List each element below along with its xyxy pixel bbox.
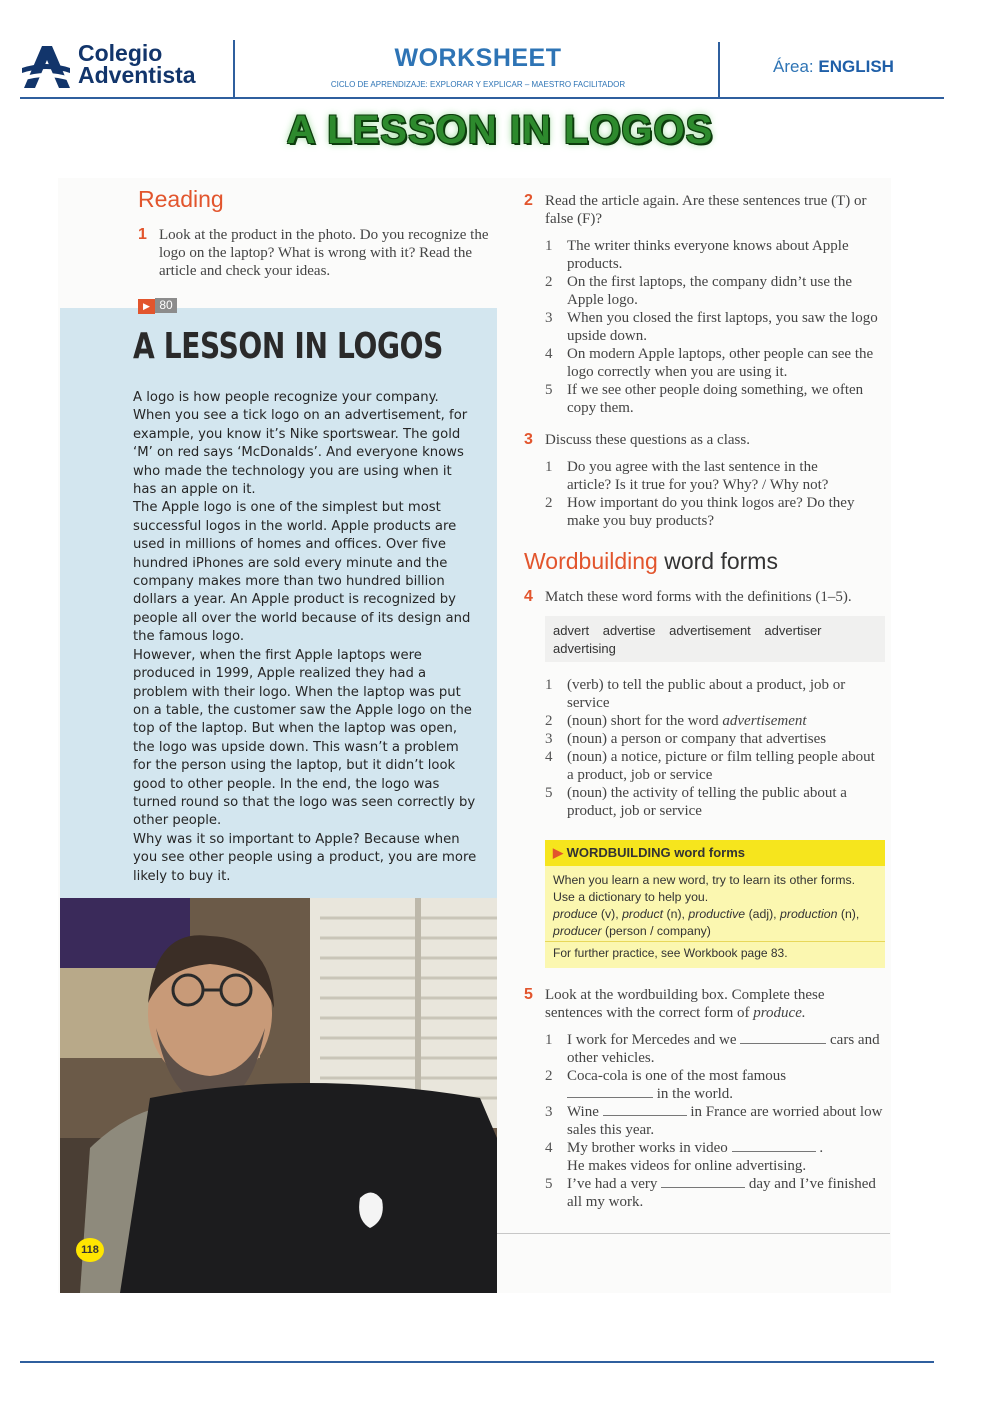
answer-blank[interactable]	[567, 1086, 653, 1098]
header-rule	[20, 97, 944, 99]
word-form: advertisement	[669, 623, 751, 638]
q4-number: 4	[524, 588, 533, 605]
word-form: advertiser	[764, 623, 822, 638]
list-item: 4 On modern Apple laptops, other people can see the logo correctly when you are using it.	[545, 346, 874, 380]
q1-number: 1	[138, 226, 147, 243]
q3-list	[545, 458, 865, 530]
reading-heading: Reading	[138, 186, 224, 212]
list-item: 3 Wine in France are worried about low sales this year.	[545, 1104, 883, 1138]
q4-list	[545, 676, 885, 820]
article-paragraph: Why was it so important to Apple? Because when you see other people using a product, you are more likely to buy it.	[133, 831, 477, 884]
worksheet-subtitle: CICLO DE APRENDIZAJE: EXPLORAR Y EXPLICAR – MAESTRO FACILITADOR	[330, 80, 626, 89]
word-forms-box	[545, 616, 885, 662]
wordbuilding-heading-sub: word forms	[664, 548, 778, 574]
article-body	[133, 389, 478, 886]
article-title: A LESSON IN LOGOS	[133, 326, 443, 367]
header-divider-right	[718, 42, 720, 98]
list-item: 1 The writer thinks everyone knows about Apple products.	[545, 238, 849, 272]
q2-list	[545, 237, 890, 417]
page-number-badge: 118	[76, 1238, 104, 1262]
wordbuilding-box-title: ▶ WORDBUILDING word forms	[545, 840, 885, 866]
word-form: advert	[553, 623, 590, 638]
school-logo	[20, 42, 235, 98]
list-item: 1 (verb) to tell the public about a product, job or service	[545, 677, 846, 711]
list-item: 4 My brother works in video . He makes videos for online advertising.	[545, 1140, 824, 1174]
wordbuilding-box	[545, 840, 885, 968]
wordbuilding-box-body: When you learn a new word, try to learn its other forms. Use a dictionary to help you. produce (v), product (n), productive (adj), production (n), producer (person / company)	[553, 873, 860, 938]
answer-blank[interactable]	[740, 1032, 826, 1044]
photo-illustration	[60, 898, 497, 1293]
q1-text: Look at the product in the photo. Do you recognize the logo on the laptop? What is wrong with it? Read the article and check your ideas.	[159, 227, 489, 279]
list-item: 3 When you closed the first laptops, you saw the logo upside down.	[545, 310, 878, 344]
article-paragraph: The Apple logo is one of the simplest but most successful logos in the world. Apple products are used in millions of homes and offices. Over five hundred iPhones are sold every minute and the company makes more than two hundred billion dollars a year. An Apple product is recognized by people all over the world because of its design and the famous logo.	[133, 500, 471, 645]
wordbuilding-heading	[524, 548, 778, 575]
logo-line-1: Colegio	[78, 40, 163, 66]
list-item: 5 (noun) the activity of telling the public about a product, job or service	[545, 785, 847, 819]
area-label-text: Área:	[773, 57, 814, 76]
q5-number: 5	[524, 986, 533, 1003]
footer-rule	[20, 1361, 934, 1363]
area-value: ENGLISH	[818, 57, 894, 76]
list-item: 1 I work for Mercedes and we cars and other vehicles.	[545, 1032, 880, 1066]
q3-number: 3	[524, 431, 533, 448]
list-item: 4 (noun) a notice, picture or film telling people about a product, job or service	[545, 749, 875, 783]
area-label	[773, 57, 894, 77]
track-number: 80	[155, 298, 177, 313]
school-logo-icon	[20, 44, 72, 90]
q3-text: Discuss these questions as a class.	[545, 432, 750, 448]
triangle-icon: ▶	[553, 845, 563, 860]
man-with-laptop-photo	[60, 898, 497, 1293]
list-item: 2 (noun) short for the word advertisement	[545, 713, 807, 729]
answer-blank[interactable]	[732, 1140, 816, 1152]
word-form: advertising	[553, 641, 616, 656]
q5-text: Look at the wordbuilding box. Complete these sentences with the correct form of produce.	[545, 987, 825, 1021]
list-item: 2 Coca-cola is one of the most famous in the world.	[545, 1068, 787, 1102]
q4-text: Match these word forms with the definitions (1–5).	[545, 589, 852, 605]
header-divider-left	[233, 40, 235, 98]
q5-list	[545, 1031, 890, 1211]
worksheet-label: WORKSHEET	[394, 44, 562, 72]
list-item: 2 How important do you think logos are? Do they make you buy products?	[545, 495, 855, 529]
page-divider	[497, 1233, 890, 1234]
list-item: 5 I’ve had a very day and I’ve finished all my work.	[545, 1176, 876, 1210]
wordbuilding-box-footer: For further practice, see Workbook page 83.	[545, 941, 885, 964]
logo-line-2: Adventista	[78, 62, 196, 88]
play-icon: ▶	[138, 299, 155, 314]
list-item: 1 Do you agree with the last sentence in the article? Is it true for you? Why? / Why not?	[545, 459, 829, 493]
wordbuilding-heading-red: Wordbuilding	[524, 548, 658, 574]
q2-number: 2	[524, 192, 533, 209]
word-form: advertise	[602, 623, 656, 638]
answer-blank[interactable]	[661, 1176, 745, 1188]
list-item: 5 If we see other people doing something, we often copy them.	[545, 382, 864, 416]
article-paragraph: A logo is how people recognize your company. When you see a tick logo on an advertisement, for example, you know it’s Nike sportswear. The gold ‘M’ on red says ‘McDonalds’. And everyone knows who made the technology you are using when it has an apple on it.	[133, 390, 468, 498]
list-item: 2 On the first laptops, the company didn’t use the Apple logo.	[545, 274, 853, 308]
article-paragraph: However, when the first Apple laptops were produced in 1999, Apple realized they had a problem with their logo. When the laptop was put on a table, the customer saw the Apple logo on the top of the laptop. But when the laptop was open, the logo was upside down. This wasn’t a problem for the person using the laptop, but it didn’t look good to other people. In the end, the logo was turned round so that the logo was seen correctly by other people.	[133, 647, 476, 829]
worksheet-title: A LESSON IN LOGOS	[286, 108, 714, 152]
audio-track-badge[interactable]	[138, 298, 178, 313]
list-item: 3 (noun) a person or company that advertises	[545, 731, 827, 747]
q2-text: Read the article again. Are these sentences true (T) or false (F)?	[545, 193, 867, 227]
answer-blank[interactable]	[603, 1104, 687, 1116]
